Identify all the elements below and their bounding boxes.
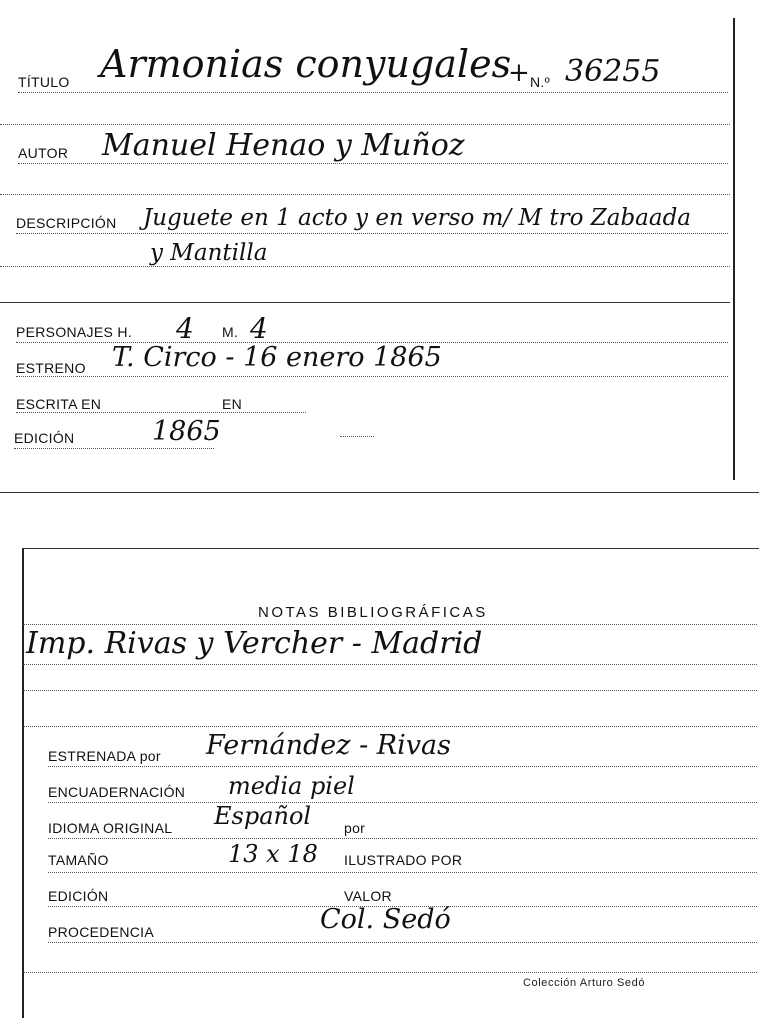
encuadernacion-label: ENCUADERNACIÓN — [48, 784, 186, 800]
rule — [48, 802, 757, 803]
rule — [340, 436, 374, 437]
idioma-value: Español — [214, 802, 312, 830]
rule — [48, 872, 757, 873]
estrenada-value: Fernández - Rivas — [206, 730, 451, 761]
rule — [22, 548, 759, 549]
rule — [16, 233, 728, 234]
rule — [0, 194, 730, 195]
rule — [16, 412, 306, 413]
estreno-value: T. Circo - 16 enero 1865 — [112, 342, 442, 373]
edicion-value: 1865 — [152, 416, 221, 447]
escrita-en-label: EN — [222, 396, 243, 412]
rule — [48, 766, 757, 767]
titulo-label: TÍTULO — [18, 74, 70, 90]
collection-footer: Colección Arturo Sedó — [523, 977, 646, 989]
card-left-border — [22, 548, 24, 1018]
rule — [18, 92, 728, 93]
personajes-m-value: 4 — [250, 312, 268, 345]
catalog-card-notes — [0, 540, 759, 1028]
escrita-label: ESCRITA EN — [16, 396, 102, 412]
notas-heading: NOTAS BIBLIOGRÁFICAS — [258, 604, 488, 621]
idioma-por-label: por — [344, 820, 366, 836]
rule — [48, 942, 757, 943]
rule — [16, 376, 728, 377]
personajes-h-value: 4 — [176, 312, 194, 345]
descripcion-value-line1: Juguete en 1 acto y en verso m/ M tro Zabaada — [143, 205, 692, 231]
titulo-mark: + — [508, 58, 530, 88]
descripcion-value-line2: y Mantilla — [150, 240, 268, 266]
estreno-label: ESTRENO — [16, 360, 86, 376]
valor-label: VALOR — [344, 888, 392, 904]
procedencia-label: PROCEDENCIA — [48, 924, 154, 940]
rule — [48, 838, 757, 839]
rule — [18, 163, 728, 164]
rule — [22, 690, 757, 691]
estrenada-label: ESTRENADA por — [48, 748, 161, 764]
tamano-value: 13 x 18 — [228, 840, 318, 868]
autor-value: Manuel Henao y Muñoz — [102, 128, 465, 163]
edicion2-label: EDICIÓN — [48, 888, 109, 904]
card-divider — [0, 492, 759, 493]
numero-value: 36255 — [565, 54, 661, 89]
notas-line1: Imp. Rivas y Vercher - Madrid — [26, 626, 483, 661]
tamano-label: TAMAÑO — [48, 852, 109, 868]
titulo-value: Armonias conyugales — [100, 42, 512, 86]
descripcion-label: DESCRIPCIÓN — [16, 215, 117, 231]
edicion-label: EDICIÓN — [14, 430, 75, 446]
personajes-h-label: PERSONAJES H. — [16, 324, 132, 340]
rule — [22, 664, 757, 665]
card-right-border — [733, 18, 735, 480]
catalog-card-main — [0, 0, 759, 492]
rule — [22, 726, 757, 727]
numero-label: N.º — [530, 74, 551, 90]
rule — [0, 124, 730, 125]
personajes-m-label: M. — [222, 324, 239, 340]
rule — [14, 448, 214, 449]
autor-label: AUTOR — [18, 145, 69, 161]
rule — [22, 972, 757, 973]
rule — [0, 266, 730, 267]
idioma-label: IDIOMA ORIGINAL — [48, 820, 173, 836]
encuadernacion-value: media piel — [228, 772, 355, 800]
rule — [0, 302, 730, 303]
procedencia-value: Col. Sedó — [320, 904, 451, 935]
rule — [22, 624, 757, 625]
ilustrado-label: ILUSTRADO POR — [344, 852, 463, 868]
